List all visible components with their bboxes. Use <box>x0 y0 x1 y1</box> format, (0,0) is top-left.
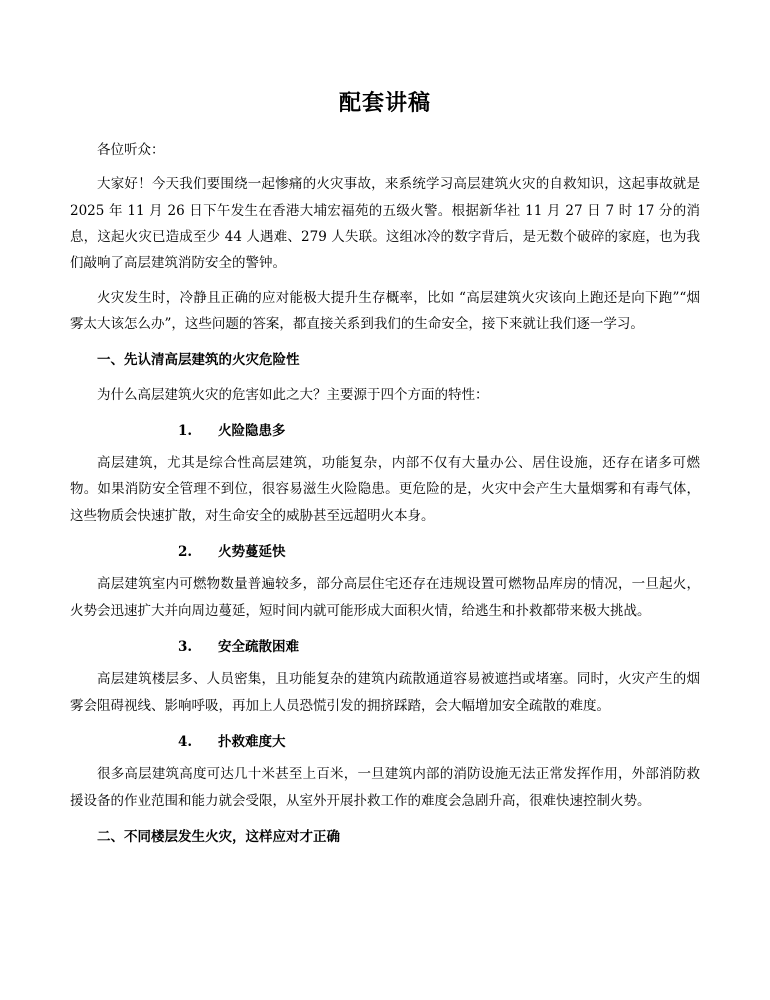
list-item-heading-3 <box>70 634 700 660</box>
list-item-heading-2 <box>70 539 700 565</box>
section-1-intro: 为什么高层建筑火灾的危害如此之大？主要源于四个方面的特性： <box>97 386 489 403</box>
list-item-body-4: 很多高层建筑高度可达几十米甚至上百米，一旦建筑内部的消防设施无法正常发挥作用，外部消防救援设备的作业范围和能力就会受限，从室外开展扑救工作的难度会急剧升高，很难快速控制火势。 <box>70 766 700 809</box>
list-item-body-3: 高层建筑楼层多、人员密集，且功能复杂的建筑内疏散通道容易被遮挡或堵塞。同时，火灾产生的烟雾会阻碍视线、影响呼吸，再加上人员恐慌引发的拥挤踩踏，会大幅增加安全疏散的难度。 <box>70 671 700 714</box>
salutation: 各位听众： <box>97 142 165 158</box>
list-item-title-1: 火险隐患多 <box>218 422 286 439</box>
page-title: 配套讲稿 <box>338 90 431 116</box>
section-heading-1: 一、先认清高层建筑的火灾危险性 <box>97 352 300 369</box>
list-item-body-2: 高层建筑室内可燃物数量普遍较多，部分高层住宅还存在违规设置可燃物品库房的情况，一旦起火，火势会迅速扩大并向周边蔓延，短时间内就可能形成大面积火情，给逃生和扑救都带来极大挑战。 <box>70 576 700 619</box>
list-item-title-4: 扑救难度大 <box>218 733 286 750</box>
list-item-heading-1 <box>70 418 700 444</box>
section-heading-2: 二、不同楼层发生火灾，这样应对才正确 <box>97 828 340 845</box>
intro-paragraph-2: 火灾发生时，冷静且正确的应对能极大提升生存概率，比如 “高层建筑火灾该向上跑还是向下跑”“烟雾太大该怎么办”，这些问题的答案，都直接关系到我们的生命安全，接下来就让我们逐一学习。 <box>70 289 700 332</box>
list-item-number-1: 1. <box>178 422 193 439</box>
list-item-number-4: 4. <box>178 733 193 750</box>
list-item-title-3: 安全疏散困难 <box>218 639 299 655</box>
list-item-body-1: 高层建筑，尤其是综合性高层建筑，功能复杂，内部不仅有大量办公、居住设施，还存在诸多可燃物。如果消防安全管理不到位，很容易滋生火险隐患。更危险的是，火灾中会产生大量烟雾和有毒气体，这些物质会快速扩散，对生命安全的威胁甚至远超明火本身。 <box>70 455 700 524</box>
intro-paragraph-1: 大家好！今天我们要围绕一起惨痛的火灾事故，来系统学习高层建筑火灾的自救知识，这起事故就是 2025 年 11 月 26 日下午发生在香港大埔宏福苑的五级火警。根据新华社 11 月 27 日 7 时 17 分的消息，这起火灾已造成至少 44 人遇难、279 人失联。这组冰冷的数字背后，是无数个破碎的家庭，也为我们敲响了高层建筑消防安全的警钟。 <box>70 176 700 272</box>
list-item-heading-4 <box>70 729 700 755</box>
list-item-number-3: 3. <box>178 639 193 655</box>
list-item-title-2: 火势蔓延快 <box>218 544 286 561</box>
list-item-number-2: 2. <box>178 544 193 561</box>
